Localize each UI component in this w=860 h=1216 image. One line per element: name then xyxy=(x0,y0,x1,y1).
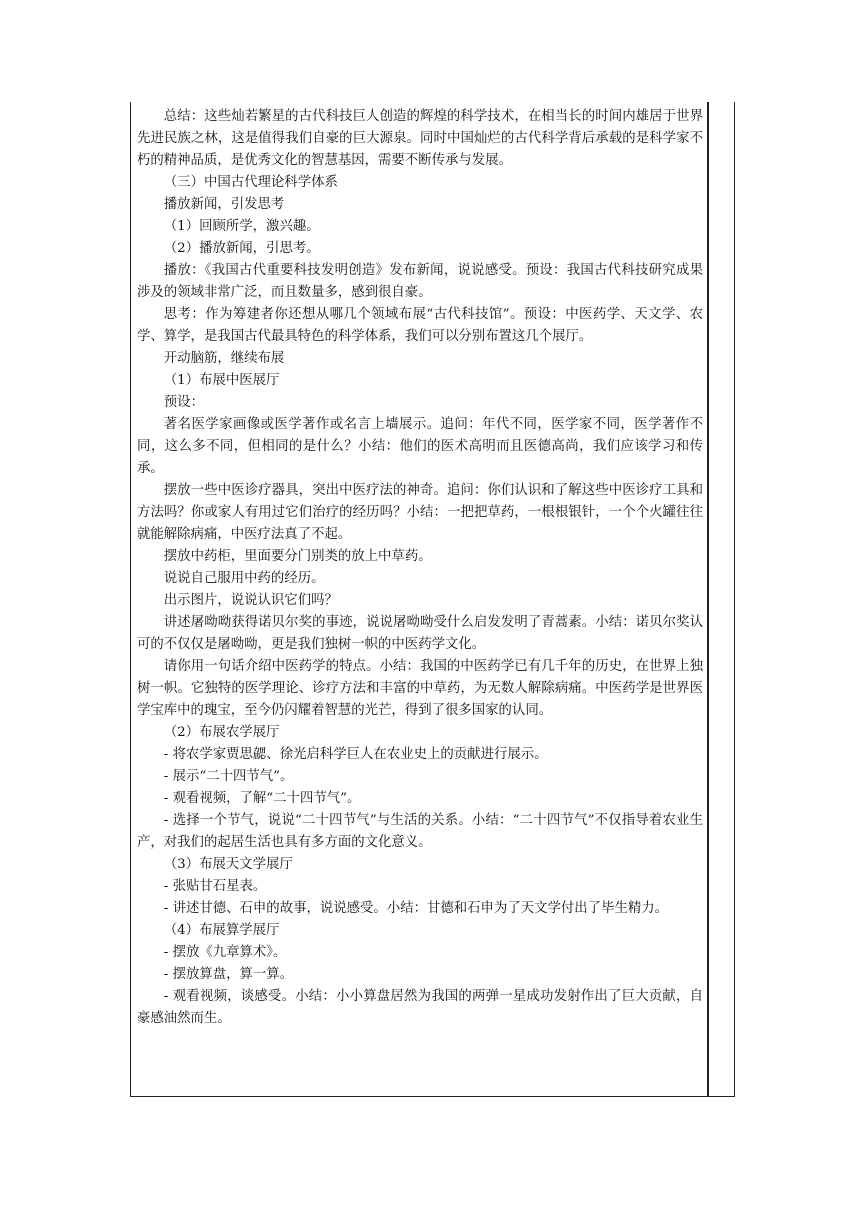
list-item: - 讲述甘德、石申的故事，说说感受。小结：甘德和石申为了天文学付出了毕生精力。 xyxy=(163,901,669,916)
summary-paragraph: 总结：这些灿若繁星的古代科技巨人创造的辉煌的科学技术，在相当长的时间内雄居于世界先进民族之林，这是值得我们自豪的巨大源泉。同时中国灿烂的古代科学背后承载的是科学家不朽的精神品质，是优秀文化的智慧基因，需要不断传承与发展。 xyxy=(137,109,703,168)
list-item: - 观看视频，谈感受。小结：小小算盘居然为我国的两弹一星成功发射作出了巨大贡献，自豪感油然而生。 xyxy=(137,989,703,1026)
step-item: （1）回顾所学，激兴趣。 xyxy=(163,219,320,234)
list-item: - 观看视频，了解“二十四节气”。 xyxy=(163,791,361,806)
step-item: （2）播放新闻，引思考。 xyxy=(163,241,320,256)
paragraph: 请你用一句话介绍中医药学的特点。小结：我国的中医药学已有几千年的历史，在世界上独树一帜。它独特的医学理论、诊疗方法和丰富的中草药，为无数人解除病痛。中医药学是世界医学宝库中的瑰宝，至今仍闪耀着智慧的光芒，得到了很多国家的认同。 xyxy=(137,659,703,718)
paragraph: 讲述屠呦呦获得诺贝尔奖的事迹，说说屠呦呦受什么启发发明了青蒿素。小结：诺贝尔奖认可的不仅仅是屠呦呦，更是我们独树一帜的中医药学文化。 xyxy=(137,615,703,652)
subsection-heading: （4）布展算学展厅 xyxy=(163,923,280,938)
section-heading: （三）中国古代理论科学体系 xyxy=(163,175,338,190)
paragraph: 摆放一些中医诊疗器具，突出中医疗法的神奇。追问：你们认识和了解这些中医诊疗工具和方法吗？你或家人有用过它们治疗的经历吗？小结：一把把草药，一根根银针，一个个火罐往往就能解除病痛，中医疗法真了不起。 xyxy=(137,483,703,542)
list-item: - 摆放算盘，算一算。 xyxy=(163,967,294,982)
list-item: - 选择一个节气，说说“二十四节气”与生活的关系。小结：“二十四节气”不仅指导着农业生产，对我们的起居生活也具有多方面的文化意义。 xyxy=(137,813,703,850)
list-item: - 摆放《九章算术》。 xyxy=(163,945,287,960)
paragraph: 著名医学家画像或医学著作或名言上墙展示。追问：年代不同，医学家不同，医学著作不同，这么多不同，但相同的是什么？小结：他们的医术高明而且医德高尚，我们应该学习和传承。 xyxy=(137,417,703,476)
paragraph: 出示图片，说说认识它们吗？ xyxy=(163,593,338,608)
lesson-content xyxy=(137,106,703,1030)
step-title: 开动脑筋，继续布展 xyxy=(163,351,285,366)
subsection-heading: （1）布展中医展厅 xyxy=(163,373,280,388)
list-item: - 将农学家贾思勰、徐光启科学巨人在农业史上的贡献进行展示。 xyxy=(163,747,548,762)
paragraph: 说说自己服用中药的经历。 xyxy=(163,571,325,586)
subsection-heading: （2）布展农学展厅 xyxy=(163,725,280,740)
list-item: - 展示“二十四节气”。 xyxy=(163,769,294,784)
column-divider-inner xyxy=(708,102,709,1096)
paragraph: 摆放中药柜，里面要分门别类的放上中草药。 xyxy=(163,549,432,564)
paragraph: 播放：《我国古代重要科技发明创造》发布新闻，说说感受。预设：我国古代科技研究成果涉及的领域非常广泛，而且数量多，感到很自豪。 xyxy=(137,263,703,300)
paragraph: 思考：作为筹建者你还想从哪几个领域布展“古代科技馆”。预设：中医药学、天文学、农学、算学，是我国古代最具特色的科学体系，我们可以分别布置这几个展厅。 xyxy=(137,307,703,344)
paragraph: 预设： xyxy=(163,395,204,410)
subsection-heading: （3）布展天文学展厅 xyxy=(163,857,293,872)
list-item: - 张贴甘石星表。 xyxy=(163,879,267,894)
step-title: 播放新闻，引发思考 xyxy=(163,197,285,212)
